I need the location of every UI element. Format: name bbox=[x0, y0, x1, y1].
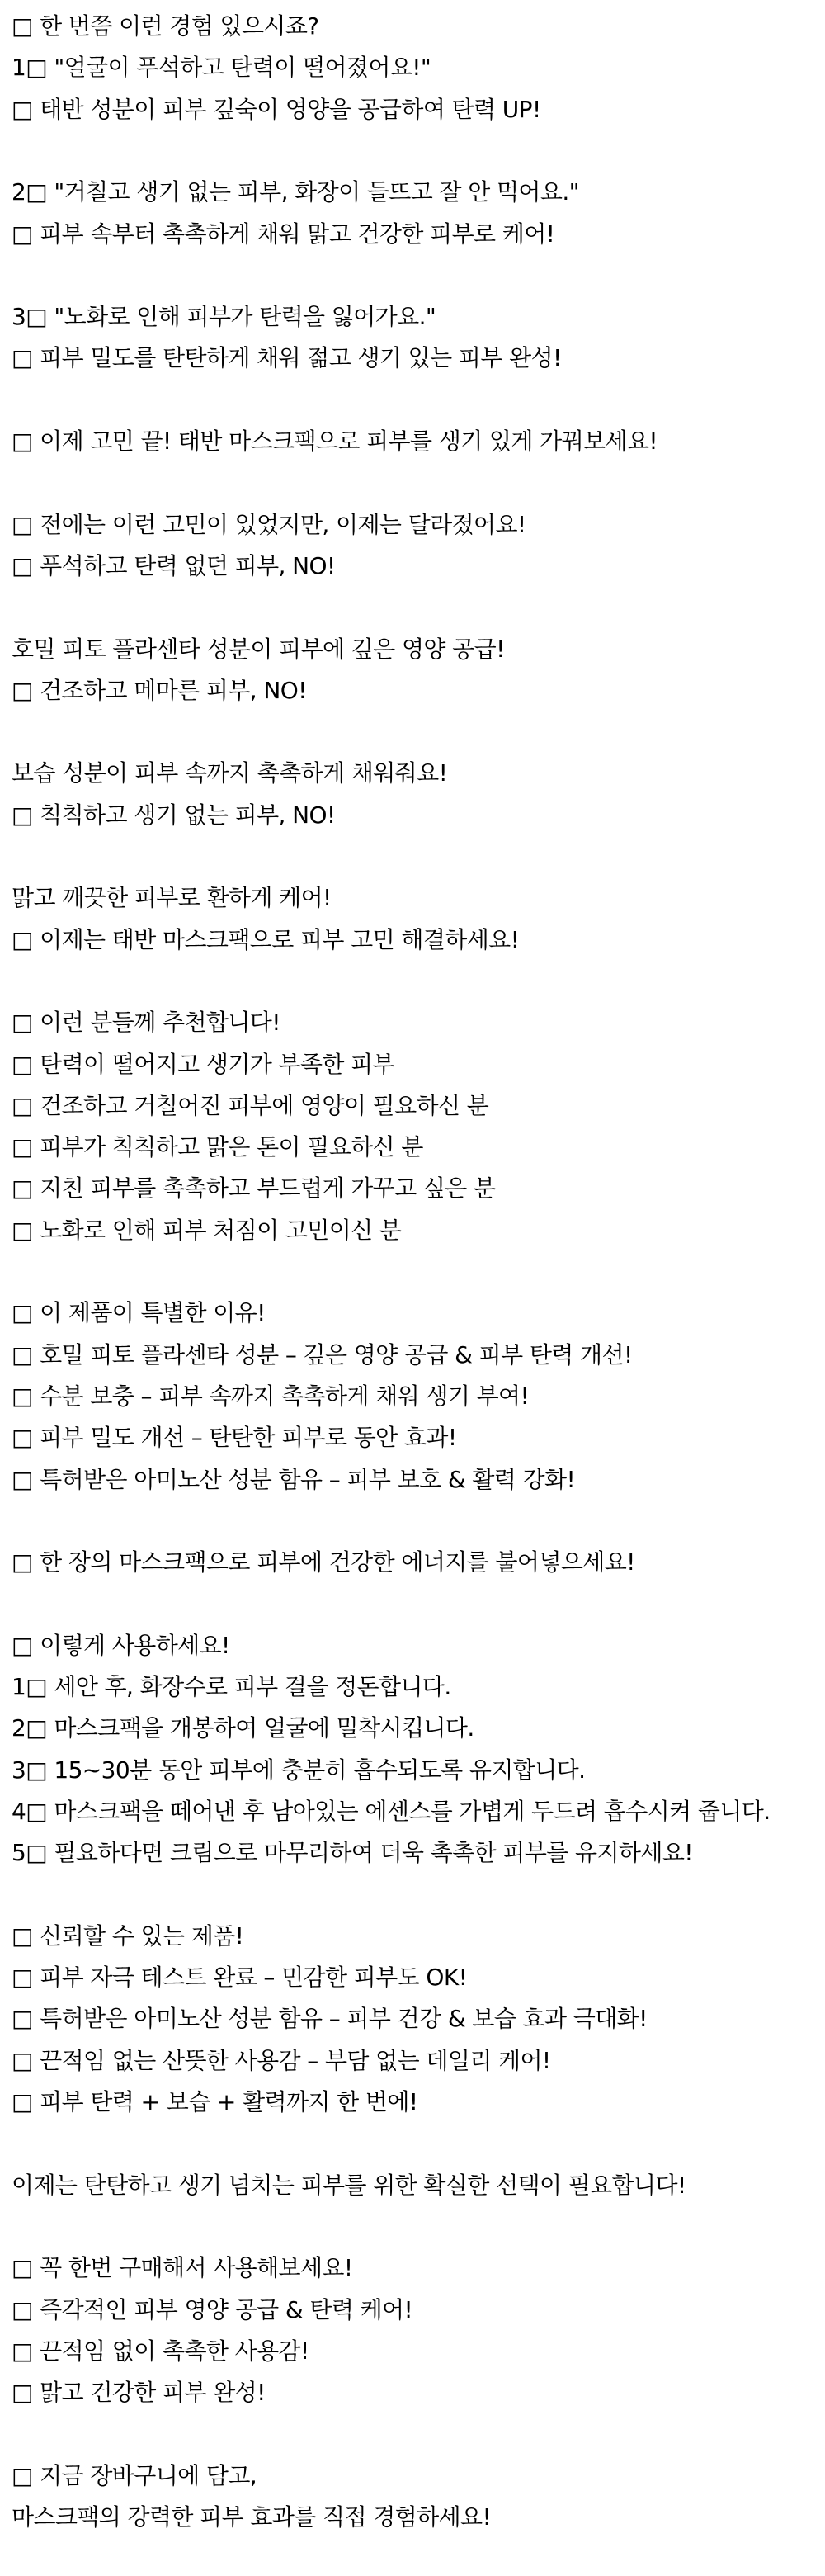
text-line: 2□ "거칠고 생기 없는 피부, 화장이 들뜨고 잘 안 먹어요." bbox=[12, 178, 579, 206]
text-line: □ 탄력이 떨어지고 생기가 부족한 피부 bbox=[12, 1050, 395, 1078]
text-line: □ 피부가 칙칙하고 맑은 톤이 필요하신 분 bbox=[12, 1133, 423, 1161]
text-line: □ 건조하고 거칠어진 피부에 영양이 필요하신 분 bbox=[12, 1091, 489, 1119]
text-line: □ 피부 속부터 촉촉하게 채워 맑고 건강한 피부로 케어! bbox=[12, 220, 555, 248]
text-line: 맑고 깨끗한 피부로 환하게 케어! bbox=[12, 884, 332, 912]
text-line: 3□ 15~30분 동안 피부에 충분히 흡수되도록 유지합니다. bbox=[12, 1756, 586, 1784]
text-line: □ 즉각적인 피부 영양 공급 & 탄력 케어! bbox=[12, 2295, 413, 2323]
text-line: 보습 성분이 피부 속까지 촉촉하게 채워줘요! bbox=[12, 759, 448, 787]
text-line: □ 특허받은 아미노산 성분 함유 – 피부 건강 & 보습 효과 극대화! bbox=[12, 2005, 648, 2033]
text-line: □ 끈적임 없이 촉촉한 사용감! bbox=[12, 2337, 309, 2365]
text-line: □ 이제 고민 끝! 태반 마스크팩으로 피부를 생기 있게 가꿔보세요! bbox=[12, 428, 658, 455]
text-line: □ 푸석하고 탄력 없던 피부, NO! bbox=[12, 551, 336, 579]
text-line: □ 피부 자극 테스트 완료 – 민감한 피부도 OK! bbox=[12, 1964, 468, 1992]
text-line: □ 피부 밀도를 탄탄하게 채워 젊고 생기 있는 피부 완성! bbox=[12, 344, 562, 372]
text-line: □ 피부 탄력 + 보습 + 활력까지 한 번에! bbox=[12, 2088, 418, 2115]
text-line: □ 한 번쯤 이런 경험 있으시죠? bbox=[12, 12, 319, 40]
text-line: □ 호밀 피토 플라센타 성분 – 깊은 영양 공급 & 피부 탄력 개선! bbox=[12, 1340, 633, 1368]
text-line: □ 꼭 한번 구매해서 사용해보세요! bbox=[12, 2254, 353, 2282]
text-line: □ 칙칙하고 생기 없는 피부, NO! bbox=[12, 801, 336, 829]
text-line: □ 태반 성분이 피부 깊숙이 영양을 공급하여 탄력 UP! bbox=[12, 95, 541, 123]
text-line: □ 특허받은 아미노산 성분 함유 – 피부 보호 & 활력 강화! bbox=[12, 1465, 576, 1493]
text-line: □ 이런 분들께 추천합니다! bbox=[12, 1009, 280, 1037]
text-line: 2□ 마스크팩을 개봉하여 얼굴에 밀착시킵니다. bbox=[12, 1714, 474, 1742]
text-line: 1□ "얼굴이 푸석하고 탄력이 떨어졌어요!" bbox=[12, 54, 431, 82]
text-line: □ 건조하고 메마른 피부, NO! bbox=[12, 676, 307, 704]
text-line: □ 수분 보충 – 피부 속까지 촉촉하게 채워 생기 부여! bbox=[12, 1382, 530, 1410]
text-line: □ 맑고 건강한 피부 완성! bbox=[12, 2379, 266, 2407]
text-line: 4□ 마스크팩을 떼어낸 후 남아있는 에센스를 가볍게 두드려 흡수시켜 줍니다. bbox=[12, 1797, 771, 1825]
text-line: □ 끈적임 없는 산뜻한 사용감 – 부담 없는 데일리 케어! bbox=[12, 2046, 551, 2074]
text-line: 호밀 피토 플라센타 성분이 피부에 깊은 영양 공급! bbox=[12, 635, 505, 663]
text-line: □ 이렇게 사용하세요! bbox=[12, 1631, 230, 1659]
text-line: □ 지금 장바구니에 담고, bbox=[12, 2461, 257, 2489]
text-line: 마스크팩의 강력한 피부 효과를 직접 경험하세요! bbox=[12, 2503, 492, 2531]
text-line: □ 이 제품이 특별한 이유! bbox=[12, 1299, 266, 1327]
text-line: 1□ 세안 후, 화장수로 피부 결을 정돈합니다. bbox=[12, 1673, 451, 1700]
text-line: □ 지친 피부를 촉촉하고 부드럽게 가꾸고 싶은 분 bbox=[12, 1175, 496, 1203]
text-line: 5□ 필요하다면 크림으로 마무리하여 더욱 촉촉한 피부를 유지하세요! bbox=[12, 1839, 693, 1867]
text-line: □ 전에는 이런 고민이 있었지만, 이제는 달라졌어요! bbox=[12, 510, 526, 538]
text-line: □ 피부 밀도 개선 – 탄탄한 피부로 동안 효과! bbox=[12, 1424, 457, 1452]
text-line: □ 노화로 인해 피부 처짐이 고민이신 분 bbox=[12, 1216, 402, 1244]
text-line: □ 이제는 태반 마스크팩으로 피부 고민 해결하세요! bbox=[12, 925, 520, 953]
text-line: 3□ "노화로 인해 피부가 탄력을 잃어가요." bbox=[12, 303, 436, 331]
text-line: 이제는 탄탄하고 생기 넘치는 피부를 위한 확실한 선택이 필요합니다! bbox=[12, 2171, 686, 2199]
text-line: □ 신뢰할 수 있는 제품! bbox=[12, 1921, 244, 1950]
text-line: □ 한 장의 마스크팩으로 피부에 건강한 에너지를 불어넣으세요! bbox=[12, 1548, 635, 1576]
